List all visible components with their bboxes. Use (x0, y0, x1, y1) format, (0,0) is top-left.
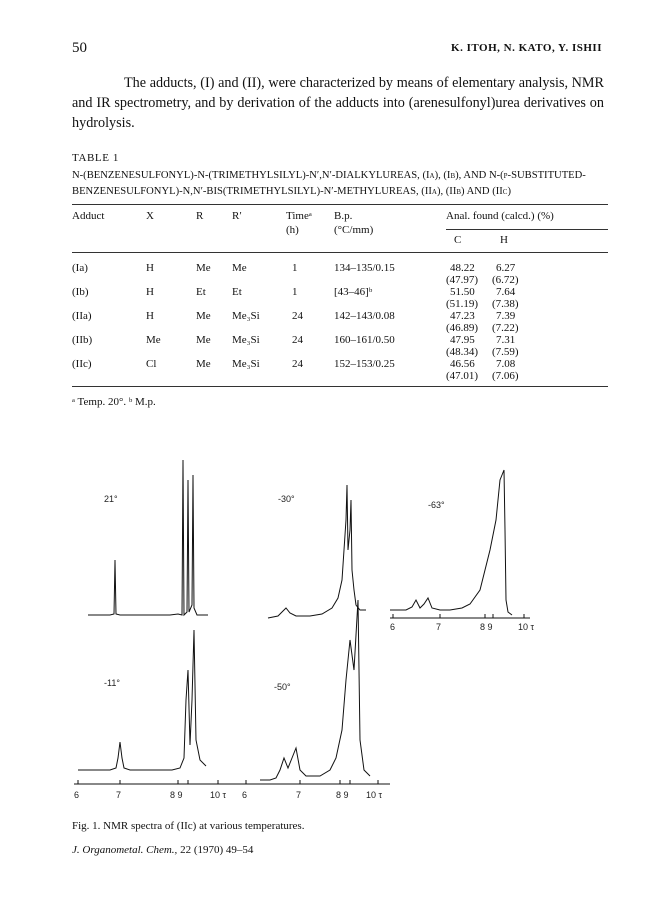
cell-bp: [43–46]ᵇ (334, 286, 373, 298)
page-number: 50 (72, 40, 87, 56)
cell-r: Me (196, 262, 211, 274)
tick-top-right-6: 6 (390, 622, 396, 632)
journal-volume: 22 (1970) 49–54 (180, 844, 254, 856)
tick-bottom-left-89: 8 9 (170, 790, 183, 800)
spectrum-minus-63 (390, 470, 512, 615)
journal-name: J. Organometal. Chem., (72, 844, 178, 856)
cell-h-calc: (6.72) (492, 274, 519, 286)
body-paragraph (72, 73, 604, 133)
axis-bottom (74, 780, 390, 784)
header-x: X (146, 210, 154, 222)
tick-top-right-10: 10 τ (518, 622, 535, 632)
spectrum-minus-11 (78, 630, 206, 770)
cell-time: 24 (292, 358, 303, 370)
cell-adduct: (Ib) (72, 286, 89, 298)
figure-caption: Fig. 1. NMR spectra of (IIc) at various temperatures. (72, 820, 305, 832)
table-caption (72, 168, 612, 200)
cell-h-calc: (7.59) (492, 346, 519, 358)
cell-r: Me (196, 358, 211, 370)
anal-subrule (446, 229, 608, 230)
cell-c-found: 47.23 (450, 310, 475, 322)
header-bp: B.p. (334, 210, 353, 222)
cell-c-found: 46.56 (450, 358, 475, 370)
cell-x: H (146, 286, 154, 298)
cell-h-found: 7.08 (496, 358, 516, 370)
cell-c-calc: (47.97) (446, 274, 479, 286)
header-h: H (500, 234, 508, 246)
cell-c-calc: (47.01) (446, 370, 479, 382)
spectrum-21 (88, 460, 208, 615)
paragraph-text: The adducts, (I) and (II), were characterized by means of elementary analysis, NMR and IR spectrometry, and by derivation of the adducts into (arenesulfonyl)urea derivatives on hydrolysis. (72, 75, 604, 131)
header-r-prime: R′ (232, 210, 242, 222)
cell-bp: 142–143/0.08 (334, 310, 395, 322)
header-anal: Anal. found (calcd.) (%) (446, 210, 554, 222)
tick-bottom-left-6: 6 (74, 790, 80, 800)
cell-rp: Me₃Si (232, 334, 260, 346)
nmr-spectra-figure (60, 440, 620, 810)
tick-bottom-right-89: 8 9 (336, 790, 349, 800)
cell-rp: Me (232, 262, 247, 274)
cell-time: 24 (292, 334, 303, 346)
tick-bottom-right-10: 10 τ (366, 790, 383, 800)
header-c: C (454, 234, 462, 246)
table-top-rule (72, 204, 608, 205)
cell-rp: Et (232, 286, 242, 298)
cell-r: Et (196, 286, 206, 298)
header-time-unit: (h) (286, 224, 299, 236)
cell-x: Me (146, 334, 161, 346)
cell-h-found: 7.64 (496, 286, 516, 298)
cell-r: Me (196, 334, 211, 346)
cell-x: H (146, 310, 154, 322)
tick-bottom-right-7: 7 (296, 790, 302, 800)
header-r: R (196, 210, 204, 222)
cell-r: Me (196, 310, 211, 322)
cell-rp: Me₃Si (232, 358, 260, 370)
header-time: Timeᵃ (286, 210, 312, 222)
header-adduct: Adduct (72, 210, 105, 222)
cell-h-calc: (7.06) (492, 370, 519, 382)
cell-c-calc: (46.89) (446, 322, 479, 334)
spectrum-minus-30 (268, 485, 366, 618)
cell-adduct: (IIb) (72, 334, 93, 346)
cell-c-found: 51.50 (450, 286, 475, 298)
cell-c-found: 48.22 (450, 262, 475, 274)
cell-c-calc: (51.19) (446, 298, 479, 310)
spectrum-label-minus-30: -30° (278, 494, 295, 504)
tick-bottom-left-7: 7 (116, 790, 122, 800)
table-label: TABLE 1 (72, 152, 120, 164)
cell-bp: 134–135/0.15 (334, 262, 395, 274)
table-header-rule (72, 252, 608, 253)
cell-time: 1 (292, 262, 298, 274)
spectrum-label-21: 21° (104, 494, 118, 504)
spectrum-label-minus-11: -11° (104, 678, 120, 688)
cell-time: 1 (292, 286, 298, 298)
tick-top-right-89: 8 9 (480, 622, 493, 632)
journal-citation (72, 844, 253, 856)
running-head: K. ITOH, N. KATO, Y. ISHII (451, 42, 602, 54)
cell-h-calc: (7.22) (492, 322, 519, 334)
header-bp-unit: (°C/mm) (334, 224, 374, 236)
table-footnote: ᵃ Temp. 20°. ᵇ M.p. (72, 396, 156, 408)
cell-adduct: (IIc) (72, 358, 92, 370)
tick-bottom-right-6: 6 (242, 790, 248, 800)
tick-top-right-7: 7 (436, 622, 442, 632)
cell-bp: 160–161/0.50 (334, 334, 395, 346)
spectrum-label-minus-50: -50° (274, 682, 291, 692)
cell-bp: 152–153/0.25 (334, 358, 395, 370)
cell-adduct: (Ia) (72, 262, 88, 274)
cell-adduct: (IIa) (72, 310, 92, 322)
cell-h-calc: (7.38) (492, 298, 519, 310)
axis-top-right (390, 614, 530, 618)
cell-x: Cl (146, 358, 157, 370)
cell-h-found: 7.39 (496, 310, 516, 322)
spectrum-label-minus-63: -63° (428, 500, 445, 510)
tick-bottom-left-10: 10 τ (210, 790, 227, 800)
cell-rp: Me₃Si (232, 310, 260, 322)
table-bottom-rule (72, 386, 608, 387)
cell-h-found: 6.27 (496, 262, 516, 274)
cell-h-found: 7.31 (496, 334, 516, 346)
cell-time: 24 (292, 310, 303, 322)
cell-x: H (146, 262, 154, 274)
cell-c-calc: (48.34) (446, 346, 479, 358)
cell-c-found: 47.95 (450, 334, 475, 346)
table-caption-text: N-(BENZENESULFONYL)-N-(TRIMETHYLSILYL)-N′,N′-DIALKYLUREAS, (Ia), (Ib), AND N-(p-SUBSTITUTED-BENZENESULFONYL)-N,N′-BIS(TRIMETHYLSILYL)-N′-METHYLUREAS, (IIa), (IIb) AND (IIc) (72, 170, 586, 197)
